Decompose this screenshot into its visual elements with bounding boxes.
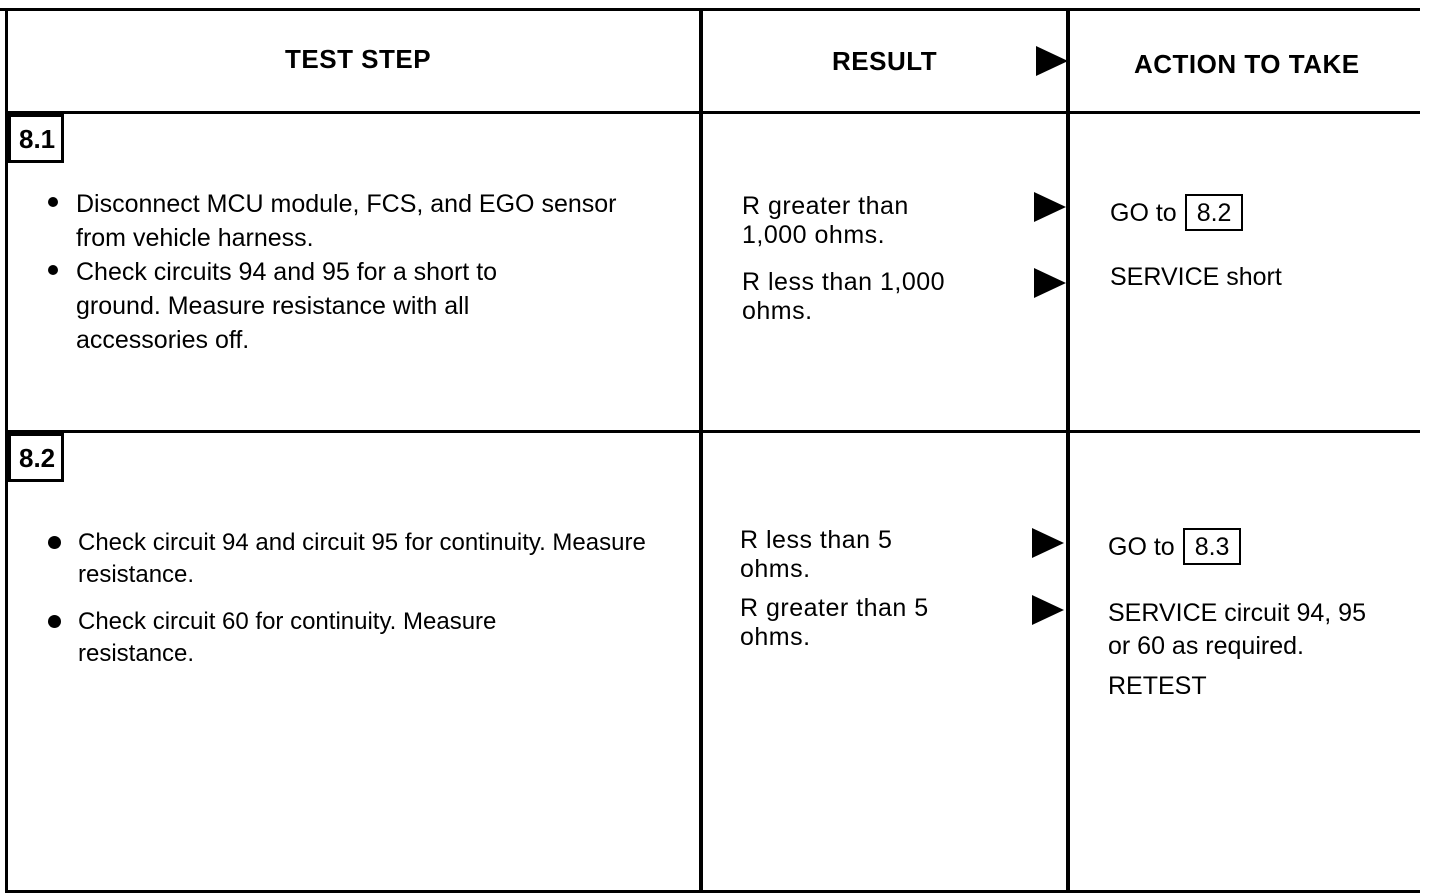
action-goto-label: GO to: [1110, 199, 1177, 227]
step-8-2-bullets: [48, 527, 658, 670]
action-text: SERVICE short: [1110, 263, 1282, 291]
header-action-to-take: ACTION TO TAKE: [1134, 49, 1360, 79]
action-text: RETEST: [1108, 672, 1207, 700]
header-test-step: TEST STEP: [285, 44, 432, 74]
header-bottom-rule: [5, 111, 1420, 114]
result-arrow-icon: [1032, 528, 1064, 558]
result-text: R less than 1,000 ohms.: [742, 268, 946, 325]
result-text: R greater than 1,000 ohms.: [742, 192, 909, 249]
action-goto: [1110, 194, 1243, 231]
header-result: RESULT: [832, 46, 938, 76]
bullet-icon: [48, 265, 58, 275]
bullet-text: Check circuit 60 for continuity. Measure resistance.: [78, 608, 497, 667]
result-text: R less than 5 ohms.: [740, 526, 893, 583]
list-item: [46, 255, 576, 357]
result-arrow-icon: [1034, 268, 1066, 298]
step-number-box: 8.1: [8, 114, 64, 163]
list-item: [46, 187, 656, 255]
bullet-text: Disconnect MCU module, FCS, and EGO sensor from vehicle harness.: [76, 190, 617, 252]
table-bottom-border: [5, 890, 1420, 893]
row-divider: [5, 430, 1420, 433]
column-divider-result: [699, 8, 703, 892]
list-item: [48, 527, 658, 591]
step-number-box: 8.2: [8, 433, 64, 482]
table-top-border: [0, 8, 1420, 11]
action-goto: [1108, 528, 1241, 565]
list-item: [48, 606, 618, 670]
column-divider-action: [1066, 8, 1070, 892]
action-goto-label: GO to: [1108, 533, 1175, 561]
goto-step-reference: 8.2: [1185, 194, 1244, 231]
bullet-text: Check circuits 94 and 95 for a short to ground. Measure resistance with all accessories off.: [76, 258, 498, 354]
result-arrow-icon: [1032, 595, 1064, 625]
header-arrow-icon: [1036, 46, 1068, 76]
bullet-icon: [48, 615, 61, 628]
result-arrow-icon: [1034, 192, 1066, 222]
bullet-text: Check circuit 94 and circuit 95 for continuity. Measure resistance.: [78, 529, 646, 588]
bullet-icon: [48, 536, 61, 549]
goto-step-reference: 8.3: [1183, 528, 1242, 565]
result-text: R greater than 5 ohms.: [740, 594, 929, 651]
step-8-1-bullets: [46, 187, 656, 357]
bullet-icon: [48, 197, 58, 207]
action-text: SERVICE circuit 94, 95 or 60 as required.: [1108, 599, 1366, 660]
